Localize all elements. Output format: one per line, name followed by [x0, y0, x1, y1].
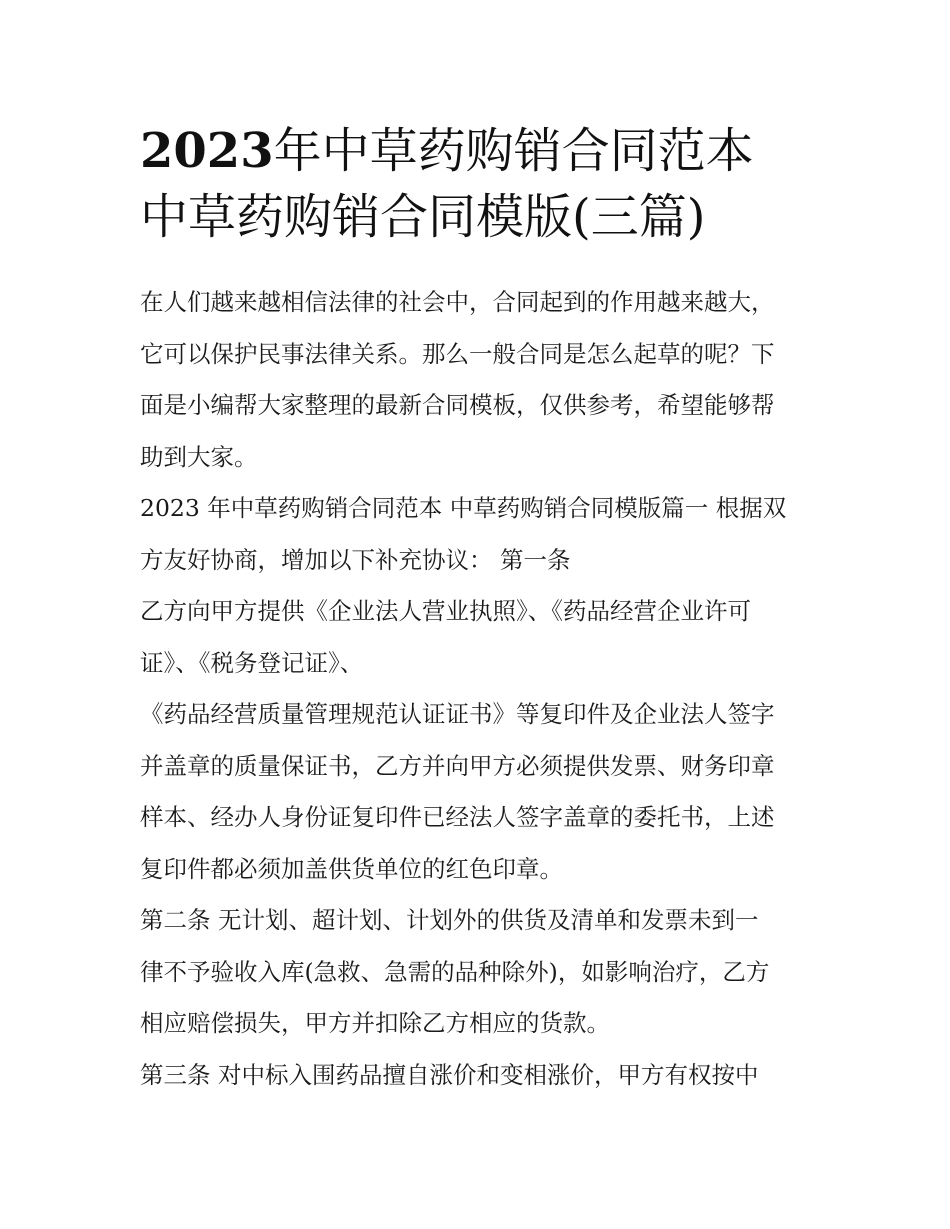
text-line: 面是小编帮大家整理的最新合同模板，仅供参考，希望能够帮: [140, 391, 775, 419]
paragraph-intro: [140, 277, 820, 483]
title-line-1: [140, 118, 820, 184]
text-line: 在人们越来越相信法律的社会中，合同起到的作用越来越大，: [140, 288, 775, 316]
document-body: [140, 277, 820, 1101]
title-line-1-text: 年中草药购销合同范本: [273, 123, 754, 179]
text-line: 律不予验收入库(急救、急需的品种除外)，如影响治疗，乙方: [140, 957, 770, 986]
text-line: 第二条 无计划、超计划、计划外的供货及清单和发票未到一: [140, 906, 759, 934]
paragraph-heading-article-1: [140, 483, 820, 586]
paragraph-article-2: [140, 895, 820, 1050]
document-title: [140, 118, 820, 250]
paragraph-article-1-certificates: [140, 689, 820, 895]
text-line: 它可以保护民事法律关系。那么一般合同是怎么起草的呢？下: [140, 339, 775, 368]
text-line: 助到大家。: [140, 442, 258, 471]
title-line-2: 中草药购销合同模版(三篇): [140, 189, 706, 245]
text-line: 复印件都必须加盖供货单位的红色印章。: [140, 854, 563, 883]
text-line: 乙方向甲方提供《企业法人营业执照》、《药品经营企业许可: [140, 597, 751, 625]
title-year: 2023: [140, 123, 274, 179]
text-line: 并盖章的质量保证书，乙方并向甲方必须提供发票、财务印章: [140, 751, 775, 780]
text-line: 样本、经办人身份证复印件已经法人签字盖章的委托书，上述: [140, 803, 775, 831]
text-line: 相应赔偿损失，甲方并扣除乙方相应的货款。: [140, 1009, 610, 1037]
paragraph-article-3: [140, 1050, 820, 1102]
text-line: 证》、《税务登记证》、: [140, 648, 364, 677]
text-line: 《药品经营质量管理规范认证证书》等复印件及企业法人签字: [140, 700, 775, 728]
text-line: 第三条 对中标入围药品擅自涨价和变相涨价，甲方有权按中: [140, 1060, 759, 1089]
text-line: 2023 年中草药购销合同范本 中草药购销合同模版篇一 根据双: [140, 494, 787, 522]
text-line: 方友好协商，增加以下补充协议： 第一条: [140, 545, 571, 574]
paragraph-article-1-licenses: [140, 586, 820, 689]
